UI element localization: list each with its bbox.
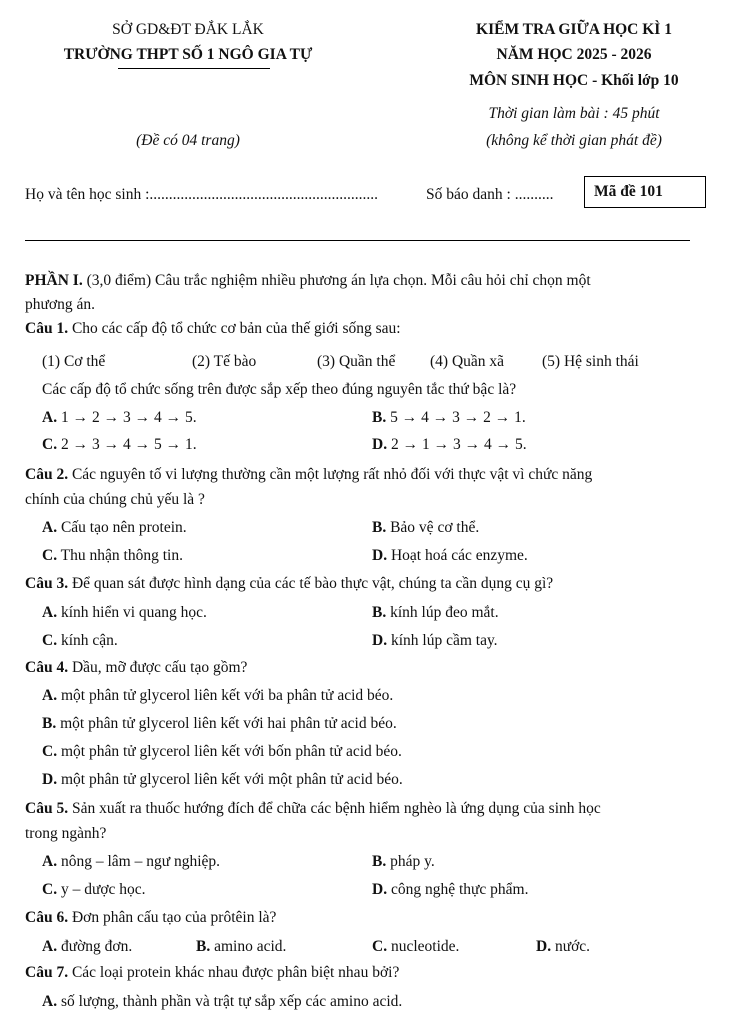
q5-option-d-text: công nghệ thực phẩm. [387, 881, 529, 898]
q3-option-a-letter: A. [42, 604, 58, 621]
department-name: SỞ GD&ĐT ĐẮK LẮK [112, 21, 264, 38]
q1-option-b-letter: B. [372, 409, 387, 426]
question-7-label: Câu 7. [25, 964, 69, 981]
q1-level-3: (3) Quần thể [317, 353, 396, 370]
q6-option-c-text: nucleotide. [387, 938, 460, 955]
q3-option-c-text: kính cận. [57, 632, 118, 649]
question-4-text: Dầu, mỡ được cấu tạo gồm? [68, 659, 248, 676]
q1-prompt: Các cấp độ tổ chức sống trên được sắp xếp theo đúng nguyên tắc thứ bậc là? [42, 381, 517, 398]
q6-option-a-letter: A. [42, 938, 58, 955]
question-3-text: Để quan sát được hình dạng của các tế bào thực vật, chúng ta cần dụng cụ gì? [68, 575, 554, 592]
question-2-text-line2: chính của chúng chủ yếu là ? [25, 491, 205, 508]
q5-option-d-letter: D. [372, 881, 388, 898]
q6-option-d-text: nước. [551, 938, 591, 955]
q2-option-a[interactable] [42, 519, 187, 537]
q4-option-d-letter: D. [42, 771, 58, 788]
q5-option-c-text: y – dược học. [57, 881, 146, 898]
question-3-label: Câu 3. [25, 575, 69, 592]
q3-option-b[interactable] [372, 604, 499, 622]
q6-option-b-text: amino acid. [210, 938, 287, 955]
q3-option-a[interactable] [42, 604, 207, 622]
q1-option-b[interactable] [372, 409, 526, 427]
q2-option-d-text: Hoạt hoá các enzyme. [387, 547, 528, 564]
question-7 [25, 964, 399, 982]
q6-option-d-letter: D. [536, 938, 552, 955]
q1-level-4: (4) Quần xã [430, 353, 505, 370]
question-5-text-line2: trong ngành? [25, 825, 107, 842]
question-6-label: Câu 6. [25, 909, 69, 926]
part1-label: PHẦN I. [25, 272, 83, 289]
q4-option-b-text: một phân tử glycerol liên kết với hai phân tử acid béo. [56, 715, 397, 732]
q4-option-a-text: một phân tử glycerol liên kết với ba phân tử acid béo. [57, 687, 394, 704]
subject-line [469, 72, 678, 90]
q6-option-d[interactable] [536, 938, 590, 956]
question-5-text: Sản xuất ra thuốc hướng đích để chữa các bệnh hiểm nghèo là ứng dụng của sinh học [68, 800, 601, 817]
q1-option-c-letter: C. [42, 436, 58, 453]
q2-option-c-text: Thu nhận thông tin. [57, 547, 183, 564]
question-7-text: Các loại protein khác nhau được phân biệt nhau bởi? [68, 964, 400, 981]
q4-option-c[interactable] [42, 743, 402, 761]
exam-duration: Thời gian làm bài : 45 phút [488, 105, 660, 122]
q1-option-d[interactable] [372, 436, 527, 454]
q5-option-c[interactable] [42, 881, 146, 899]
pages-note: (Đề có 04 trang) [136, 132, 240, 149]
question-5 [25, 800, 601, 818]
q6-option-b[interactable] [196, 938, 286, 956]
q1-level-1: (1) Cơ thể [42, 353, 106, 370]
question-6 [25, 909, 276, 927]
q3-option-c-letter: C. [42, 632, 58, 649]
student-name-label: Họ và tên học sinh : [25, 186, 150, 203]
student-id-line [426, 186, 553, 204]
q3-option-b-letter: B. [372, 604, 387, 621]
q6-option-b-letter: B. [196, 938, 211, 955]
part1-intro-line2: phương án. [25, 296, 95, 313]
q4-option-d-text: một phân tử glycerol liên kết với một phân tử acid béo. [57, 771, 403, 788]
student-name-line [25, 186, 378, 204]
q2-option-a-text: Cấu tạo nên protein. [57, 519, 187, 536]
q4-option-c-text: một phân tử glycerol liên kết với bốn phân tử acid béo. [57, 743, 402, 760]
q3-option-a-text: kính hiển vi quang học. [57, 604, 207, 621]
q5-option-a-letter: A. [42, 853, 58, 870]
school-year: NĂM HỌC 2025 - 2026 [496, 46, 652, 63]
question-5-label: Câu 5. [25, 800, 69, 817]
duration-note: (không kể thời gian phát đề) [486, 132, 662, 149]
question-3 [25, 575, 553, 593]
question-2 [25, 466, 592, 484]
q7-option-a-letter: A. [42, 993, 58, 1010]
question-1-label: Câu 1. [25, 320, 69, 337]
q5-option-b[interactable] [372, 853, 435, 871]
student-name-field[interactable]: ........................................................... [149, 186, 379, 203]
q5-option-b-text: pháp y. [386, 853, 435, 870]
part1-intro-line1 [25, 272, 591, 290]
question-1-text: Cho các cấp độ tổ chức cơ bản của thế giới sống sau: [68, 320, 401, 337]
q1-option-c-text: 2 → 3 → 4 → 5 → 1. [57, 436, 197, 453]
question-2-text: Các nguyên tố vi lượng thường cần một lượng rất nhỏ đối với thực vật vì chức năng [68, 466, 593, 483]
q3-option-d-text: kính lúp cầm tay. [387, 632, 498, 649]
q1-option-d-letter: D. [372, 436, 388, 453]
subject-grade: Khối lớp 10 [601, 72, 679, 89]
student-id-field[interactable]: .......... [514, 186, 554, 203]
q5-option-c-letter: C. [42, 881, 58, 898]
q3-option-d[interactable] [372, 632, 498, 650]
q1-option-a[interactable] [42, 409, 197, 427]
q3-option-d-letter: D. [372, 632, 388, 649]
q7-option-a-text: số lượng, thành phần và trật tự sắp xếp các amino acid. [57, 993, 403, 1010]
student-id-label: Số báo danh : [426, 186, 511, 203]
q1-option-b-text: 5 → 4 → 3 → 2 → 1. [386, 409, 526, 426]
part1-intro-text: (3,0 điểm) Câu trắc nghiệm nhiều phương án lựa chọn. Mỗi câu hỏi chỉ chọn một [82, 272, 591, 289]
q4-option-b[interactable] [42, 715, 397, 733]
q1-option-a-text: 1 → 2 → 3 → 4 → 5. [57, 409, 197, 426]
q1-option-a-letter: A. [42, 409, 58, 426]
q5-option-a[interactable] [42, 853, 220, 871]
header-divider [25, 240, 690, 241]
exam-code-box [584, 176, 706, 208]
q2-option-c-letter: C. [42, 547, 58, 564]
q5-option-a-text: nông – lâm – ngư nghiệp. [57, 853, 221, 870]
question-6-text: Đơn phân cấu tạo của prôtêin là? [68, 909, 277, 926]
exam-title: KIỂM TRA GIỮA HỌC KÌ 1 [476, 21, 672, 38]
q6-option-c-letter: C. [372, 938, 388, 955]
q1-level-2: (2) Tế bào [192, 353, 257, 370]
q2-option-b[interactable] [372, 519, 479, 537]
question-4-label: Câu 4. [25, 659, 69, 676]
q2-option-d[interactable] [372, 547, 528, 565]
q6-option-a[interactable] [42, 938, 132, 956]
q1-option-d-text: 2 → 1 → 3 → 4 → 5. [387, 436, 527, 453]
school-name: TRƯỜNG THPT SỐ 1 NGÔ GIA TỰ [63, 46, 313, 63]
q4-option-d[interactable] [42, 771, 403, 789]
q5-option-b-letter: B. [372, 853, 387, 870]
subject-name: MÔN SINH HỌC - [469, 72, 602, 89]
q3-option-c[interactable] [42, 632, 118, 650]
q6-option-c[interactable] [372, 938, 459, 956]
q1-option-c[interactable] [42, 436, 197, 454]
q2-option-d-letter: D. [372, 547, 388, 564]
q3-option-b-text: kính lúp đeo mắt. [386, 604, 499, 621]
school-name-underline [118, 68, 270, 69]
question-2-label: Câu 2. [25, 466, 69, 483]
q2-option-b-text: Bảo vệ cơ thể. [386, 519, 480, 536]
q4-option-a-letter: A. [42, 687, 58, 704]
q4-option-a[interactable] [42, 687, 393, 705]
q4-option-c-letter: C. [42, 743, 58, 760]
q4-option-b-letter: B. [42, 715, 57, 732]
exam-code: Mã đề 101 [594, 183, 663, 200]
q7-option-a[interactable] [42, 993, 402, 1011]
q6-option-a-text: đường đơn. [57, 938, 133, 955]
question-1 [25, 320, 401, 338]
q2-option-a-letter: A. [42, 519, 58, 536]
q2-option-b-letter: B. [372, 519, 387, 536]
q2-option-c[interactable] [42, 547, 183, 565]
q1-level-5: (5) Hệ sinh thái [542, 353, 639, 370]
q5-option-d[interactable] [372, 881, 529, 899]
question-4 [25, 659, 247, 677]
